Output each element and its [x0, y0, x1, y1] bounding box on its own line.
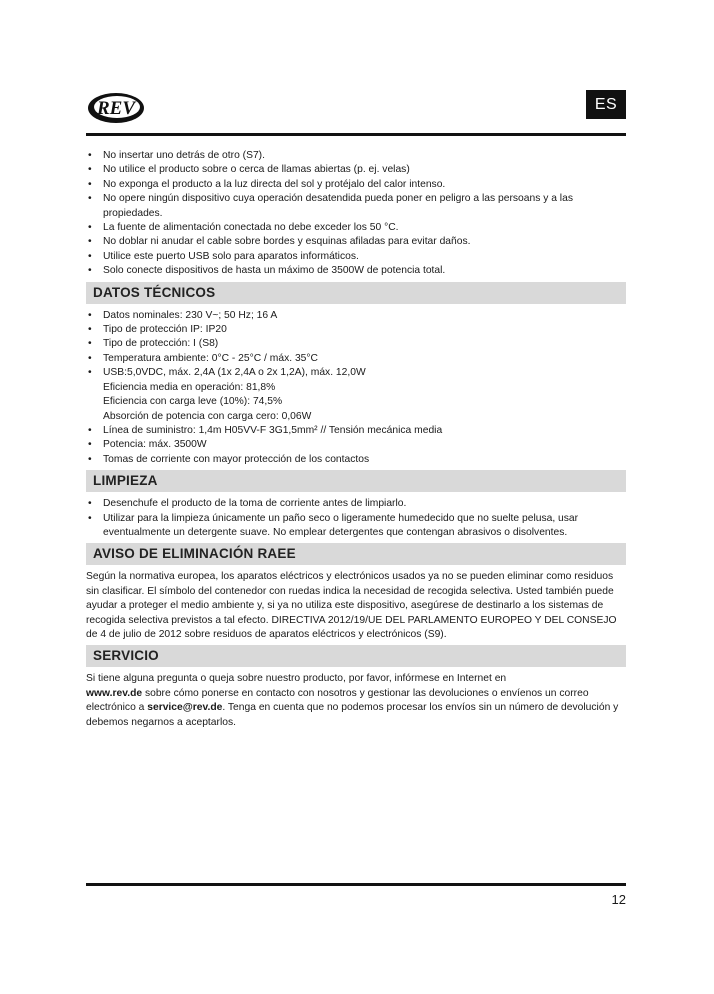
list-item: • Tomas de corriente con mayor protección de los contactos: [88, 453, 370, 465]
weee-text: Según la normativa europea, los aparatos eléctricos y electrónicos usados ya no se pueden eliminar como residuos sin clasificar. El símbolo del contenedor con ruedas indica la necesidad de recogida selectiva. Usted también puede ayudar a proteger el medio ambiente y, si ya no utiliza este dispositivo, asegúrese de destinarlo a los sistemas de recogida selectiva previstos a tal efecto. DIRECTIVA 2012/19/UE DEL PARLAMENTO EUROPEO Y DEL CONSEJO de 4 de julio de 2012 sobre residuos de aparatos eléctricos y electrónicos (S9).: [86, 571, 617, 640]
usb-sub-line: Absorción de potencia con carga cero: 0,06W: [103, 410, 312, 422]
list-item: • Desenchufe el producto de la toma de corriente antes de limpiarlo.: [88, 498, 407, 510]
list-item: • No opere ningún dispositivo cuya operación desatendida pueda poner en peligro a las persoans y a las propiedades.: [88, 193, 573, 219]
footer-rule: [86, 883, 626, 886]
rev-logo: [86, 90, 146, 126]
list-item: • No utilice el producto sobre o cerca de llamas abiertas (p. ej. velas): [88, 164, 410, 176]
section-heading-tech: DATOS TÉCNICOS: [86, 282, 626, 304]
language-badge: ES: [586, 90, 626, 119]
list-item: • Potencia: máx. 3500W: [88, 439, 207, 451]
email-link[interactable]: service@rev.de: [147, 702, 223, 714]
list-item: • La fuente de alimentación conectada no debe exceder los 50 °C.: [88, 222, 399, 234]
list-item: • Utilice este puerto USB solo para aparatos informáticos.: [88, 250, 359, 262]
list-item: • Tipo de protección: I (S8): [88, 338, 219, 350]
service-text: Si tiene alguna pregunta o queja sobre nuestro producto, por favor, infórmese en Internet en www.rev.de sobre cómo ponerse en contacto con nosotros y gestionar las devoluciones o envíenos un correo electrónico a service@rev.de. Tenga en cuenta que no podemos procesar los envíos sin un número de devolución y debemos negarnos a aceptarlos.: [86, 673, 619, 728]
page-number: 12: [611, 892, 626, 907]
usb-sub-line: Eficiencia con carga leve (10%): 74,5%: [103, 396, 283, 408]
list-item: • Tipo de protección IP: IP20: [88, 324, 227, 336]
list-item: • Utilizar para la limpieza únicamente un paño seco o ligeramente humedecido que no suelte pelusa, usar eventualmente un detergente suave. No emplear detergentes que contengan abrasivos o disolventes.: [88, 512, 579, 538]
page-content: [86, 149, 626, 730]
list-item: • Línea de suministro: 1,4m H05VV-F 3G1,5mm² // Tensión mecánica media: [88, 424, 443, 436]
list-item: • No exponga el producto a la luz directa del sol y protéjalo del calor intenso.: [88, 178, 446, 190]
section-heading-cleaning: LIMPIEZA: [86, 470, 626, 492]
list-item: • USB:5,0VDC, máx. 2,4A (1x 2,4A o 2x 1,2A), máx. 12,0W Eficiencia media en operación: 81,8% Eficiencia con carga leve (10%): 74,5% Absorción de potencia con carga cero: 0,06W: [86, 366, 626, 424]
tech-list: [86, 309, 626, 467]
section-heading-weee: AVISO DE ELIMINACIÓN RAEE: [86, 543, 626, 565]
list-item: • Datos nominales: 230 V~; 50 Hz; 16 A: [88, 309, 278, 321]
website-link[interactable]: www.rev.de: [86, 687, 143, 699]
svg-text:REV: REV: [96, 98, 136, 119]
list-item: • No doblar ni anudar el cable sobre bordes y esquinas afiladas para evitar daños.: [88, 236, 471, 248]
list-item: • No insertar uno detrás de otro (S7).: [88, 150, 265, 161]
header-rule: [86, 133, 626, 136]
list-item: • Temperatura ambiente: 0°C - 25°C / máx. 35°C: [88, 352, 318, 364]
usb-sub-line: Eficiencia media en operación: 81,8%: [103, 381, 276, 393]
list-item: • Solo conecte dispositivos de hasta un máximo de 3500W de potencia total.: [88, 265, 446, 277]
section-heading-service: SERVICIO: [86, 645, 626, 667]
cleaning-list: [86, 497, 626, 540]
safety-list: [86, 149, 626, 279]
